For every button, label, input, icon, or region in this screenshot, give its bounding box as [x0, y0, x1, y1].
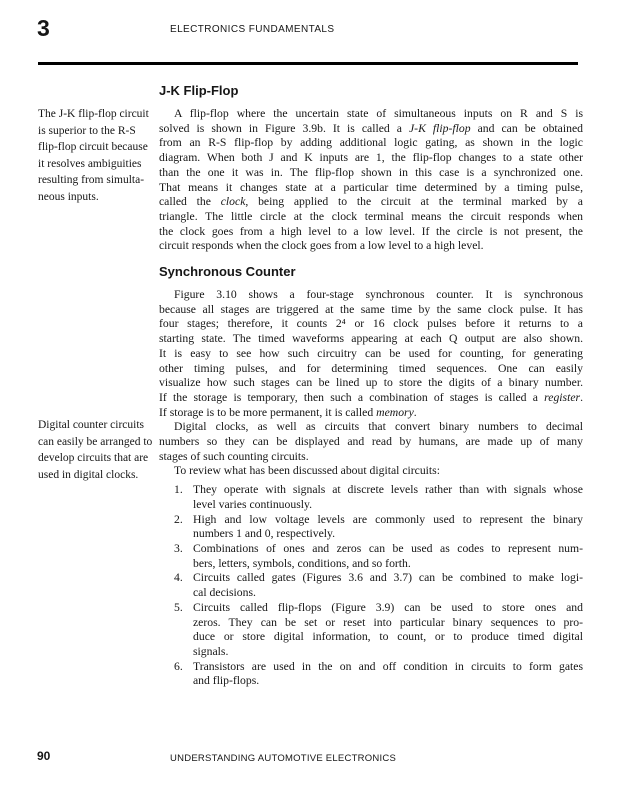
chapter-number: 3 [37, 15, 50, 41]
paragraph-synchronous-counter-2: Digital clocks, as well as circuits that convert binary numbers to decimal numbers so they can be displayed and read by humans, are made up of many stages of such counting circuits. [159, 420, 583, 463]
body-column [159, 84, 583, 689]
list-item [159, 660, 583, 689]
list-item-number: 1. [174, 483, 183, 497]
list-item-text: Circuits called flip-flops (Figure 3.9) can be used to store ones and zeros. They can be set or reset into particular binary sequences to pro- duce or store digital information, to count, or to produce timed digital signals. [193, 600, 583, 658]
header-rule [38, 62, 578, 65]
margin-note-digital-clocks: Digital counter circuits can easily be arranged to develop circuits that are used in digital clocks. [38, 419, 153, 481]
list-item [159, 483, 583, 512]
section-heading-synchronous-counter: Synchronous Counter [159, 264, 296, 280]
list-item [159, 601, 583, 660]
paragraph-jk-flip-flop: A flip-flop where the uncertain state of simultaneous inputs on R and S is solved is shown in Figure 3.9b. It is called a J-K flip-flop and can be obtained from an R-S flip-flop by adding additional logic gating, as shown in the logic diagram. When both J and K inputs are 1, the flip-flop changes to a state other than the one it was in. The flip-flop shown in this case is a synchronized one. That means it changes state at a particular time determined by a timing pulse, called the clock, being applied to the circuit at the terminal marked by a triangle. The little circle at the clock terminal means the circuit responds when the clock goes from a high level to a low level. If the circle is not present, the circuit responds when the clock goes from a low level to a high level. [159, 107, 583, 253]
list-item-number: 5. [174, 600, 183, 614]
list-item-number: 6. [174, 659, 183, 673]
paragraph-review-intro: To review what has been discussed about digital circuits: [174, 464, 440, 478]
list-item [159, 542, 583, 571]
section-heading-jk-flip-flop: J-K Flip-Flop [159, 83, 239, 98]
list-item-text: Transistors are used in the on and off condition in circuits to form gates and flip-flops. [193, 659, 583, 688]
list-item-number: 2. [174, 512, 183, 526]
list-item-number: 4. [174, 571, 183, 585]
list-item-text: High and low voltage levels are commonly used to represent the binary numbers 1 and 0, respectively. [193, 512, 583, 541]
running-foot: UNDERSTANDING AUTOMOTIVE ELECTRONICS [170, 753, 397, 764]
list-item-text: They operate with signals at discrete levels rather than with signals whose level varies continuously. [193, 483, 583, 511]
list-item-text: Circuits called gates (Figures 3.6 and 3.7) can be combined to make logi- cal decisions. [193, 571, 583, 600]
margin-note-jk-flip-flop: The J-K flip-flop circuit is superior to the R-S flip-flop circuit because it resolves ambiguities resulting from simulta- neous inputs. [38, 108, 149, 203]
paragraph-synchronous-counter-1: Figure 3.10 shows a four-stage synchronous counter. It is synchronous because all stages are triggered at the same time by the same clock pulse. It has four stages; therefore, it counts 2⁴ or 16 clock pulses before it returns to a starting state. The timed waveforms appearing at each Q output are also shown. It is easy to see how such circuitry can be used for counting, for generating other timing pulses, and for determining timed sequences. One can easily visualize how such stages can be lined up to store the digits of a binary number. If the storage is temporary, then such a combination of stages is called a register. If storage is to be more permanent, it is called memory. [159, 288, 583, 419]
list-item-text: Combinations of ones and zeros can be used as codes to represent num- bers, letters, symbols, conditions, and so forth. [193, 541, 583, 570]
running-head: ELECTRONICS FUNDAMENTALS [170, 24, 335, 35]
list-item [159, 571, 583, 600]
list-item-number: 3. [174, 541, 183, 555]
list-item [159, 513, 583, 542]
page-number: 90 [37, 749, 51, 763]
review-list [159, 483, 583, 689]
